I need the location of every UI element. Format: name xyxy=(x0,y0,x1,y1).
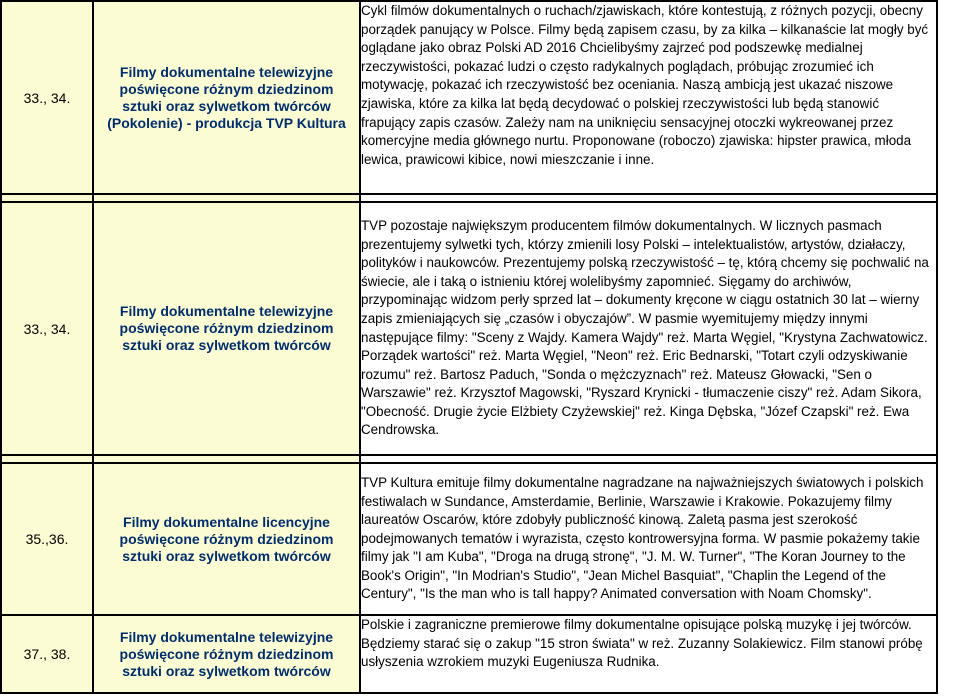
row-number: 33., 34. xyxy=(1,202,93,455)
row-title-line: Filmy dokumentalne telewizyjne xyxy=(119,303,334,319)
spacer-cell xyxy=(1,194,93,202)
row-title xyxy=(93,463,360,615)
table-row xyxy=(1,615,937,693)
row-title-line: sztuki oraz sylwetkom twórców xyxy=(122,662,331,679)
row-spacer xyxy=(1,194,937,202)
row-title xyxy=(93,615,360,693)
row-title-line: sztuki oraz sylwetkom twórców xyxy=(122,97,331,114)
row-title-line: sztuki oraz sylwetkom twórców xyxy=(122,547,331,564)
row-title xyxy=(93,1,360,194)
row-description: Cykl filmów dokumentalnych o ruchach/zjawiskach, które kontestują, z różnych pozycji, obecny porządek panujący w Polsce. Filmy będą zapisem czasu, by za kilka – kilkanaście lat mogły być oglądane jako obraz Polski AD 2016 Chcielibyśmy zajrzeć pod podszewkę medialnej rzeczywistości, pokazać ludzi o często radykalnych poglądach, próbując zrozumieć ich motywację, pokazać ich rzeczywistość bez oceniania. Naszą ambicją jest ukazać niszowe zjawiska, które za kilka lat będą decydować o polskiej rzeczywistości lub będą stanowić frapujący zapis czasów. Zależy nam na uniknięciu sensacyjnej otoczki wykreowanej przez komercyjne media głównego nurtu. Proponowane (roboczo) zjawiska: hipster prawica, młoda lewica, prawicowi kibice, nowi mieszczanie i inne. xyxy=(360,1,937,194)
table-row xyxy=(1,202,937,455)
spacer-cell xyxy=(360,455,937,463)
table-row xyxy=(1,463,937,615)
row-number: 37., 38. xyxy=(1,615,93,693)
row-description: TVP pozostaje największym producentem filmów dokumentalnych. W licznych pasmach prezentujemy sylwetki tych, którzy zmienili losy Polski – intelektualistów, artystów, działaczy, polityków i naukowców. Prezentujemy polską rzeczywistość – tę, którą chcemy się pochwalić na świecie, ale i taką o istnieniu której wolelibyśmy zapomnieć. Sięgamy do archiwów, przypominając widzom perły sprzed lat – dokumenty kręcone w ciągu ostatnich 30 lat – wierny zapis zmieniających się „czasów i obyczajów”. W pasmie wyemitujemy między innymi następujące filmy: "Sceny z Wajdy. Kamera Wajdy" reż. Marta Węgiel, "Krystyna Zachwatowicz. Porządek wartości" reż. Marta Węgiel, "Neon" reż. Eric Bednarski, "Totart czyli odzyskiwanie rozumu" reż. Bartosz Paduch, "Sonda o mężczyznach" reż. Mateusz Głowacki, "Sen o Warszawie" reż. Krzysztof Magowski, "Ryszard Krynicki - tłumaczenie ciszy" reż. Adam Sikora, "Obecność. Drugie życie Elżbiety Czyżewskiej" reż. Kinga Dębska, "Józef Czapski" reż. Ewa Cendrowska. xyxy=(360,202,937,455)
row-number: 35.,36. xyxy=(1,463,93,615)
row-title-line: Filmy dokumentalne telewizyjne xyxy=(119,63,334,80)
row-title-line: poświęcone różnym dziedzinom xyxy=(119,530,334,547)
row-title-line: sztuki oraz sylwetkom twórców xyxy=(122,337,331,353)
row-number: 33., 34. xyxy=(1,1,93,194)
row-title-line: poświęcone różnym dziedzinom xyxy=(119,645,334,662)
row-description: Polskie i zagraniczne premierowe filmy dokumentalne opisujące polską muzykę i jej twórców. Będziemy starać się o zakup "15 stron świata" w reż. Zuzanny Solakiewicz. Film stanowi próbę usłyszenia wzrokiem muzyki Eugeniusza Rudnika. xyxy=(360,615,937,693)
row-title xyxy=(93,202,360,455)
table-row xyxy=(1,1,937,194)
row-title-line: Filmy dokumentalne licencyjne xyxy=(123,513,330,530)
spacer-cell xyxy=(93,455,360,463)
spacer-cell xyxy=(360,194,937,202)
spacer-cell xyxy=(1,455,93,463)
row-title-line: poświęcone różnym dziedzinom xyxy=(119,320,334,336)
row-spacer xyxy=(1,455,937,463)
spacer-cell xyxy=(93,194,360,202)
row-title-line: (Pokolenie) - produkcja TVP Kultura xyxy=(107,114,346,131)
row-title-line: Filmy dokumentalne telewizyjne xyxy=(119,628,334,645)
row-title-line: poświęcone różnym dziedzinom xyxy=(119,80,334,97)
row-description: TVP Kultura emituje filmy dokumentalne nagradzane na najważniejszych światowych i polskich festiwalach w Sundance, Amsterdamie, Berlinie, Warszawie i Krakowie. Pokazujemy filmy laureatów Oscarów, które zdobyły publiczność kinową. Zaletą pasma jest szerokość podejmowanych tematów i wyrazista, często kontrowersyjna forma. W pasmie pokażemy takie filmy jak "I am Kuba", "Droga na drugą stronę", "J. M. W. Turner", "The Koran Journey to the Book's Origin", "In Modrian's Studio", "Jean Michel Basquiat", "Chaplin the Legend of the Century", "Is the man who is tall happy? Animated conversation with Noam Chomsky". xyxy=(360,463,937,615)
